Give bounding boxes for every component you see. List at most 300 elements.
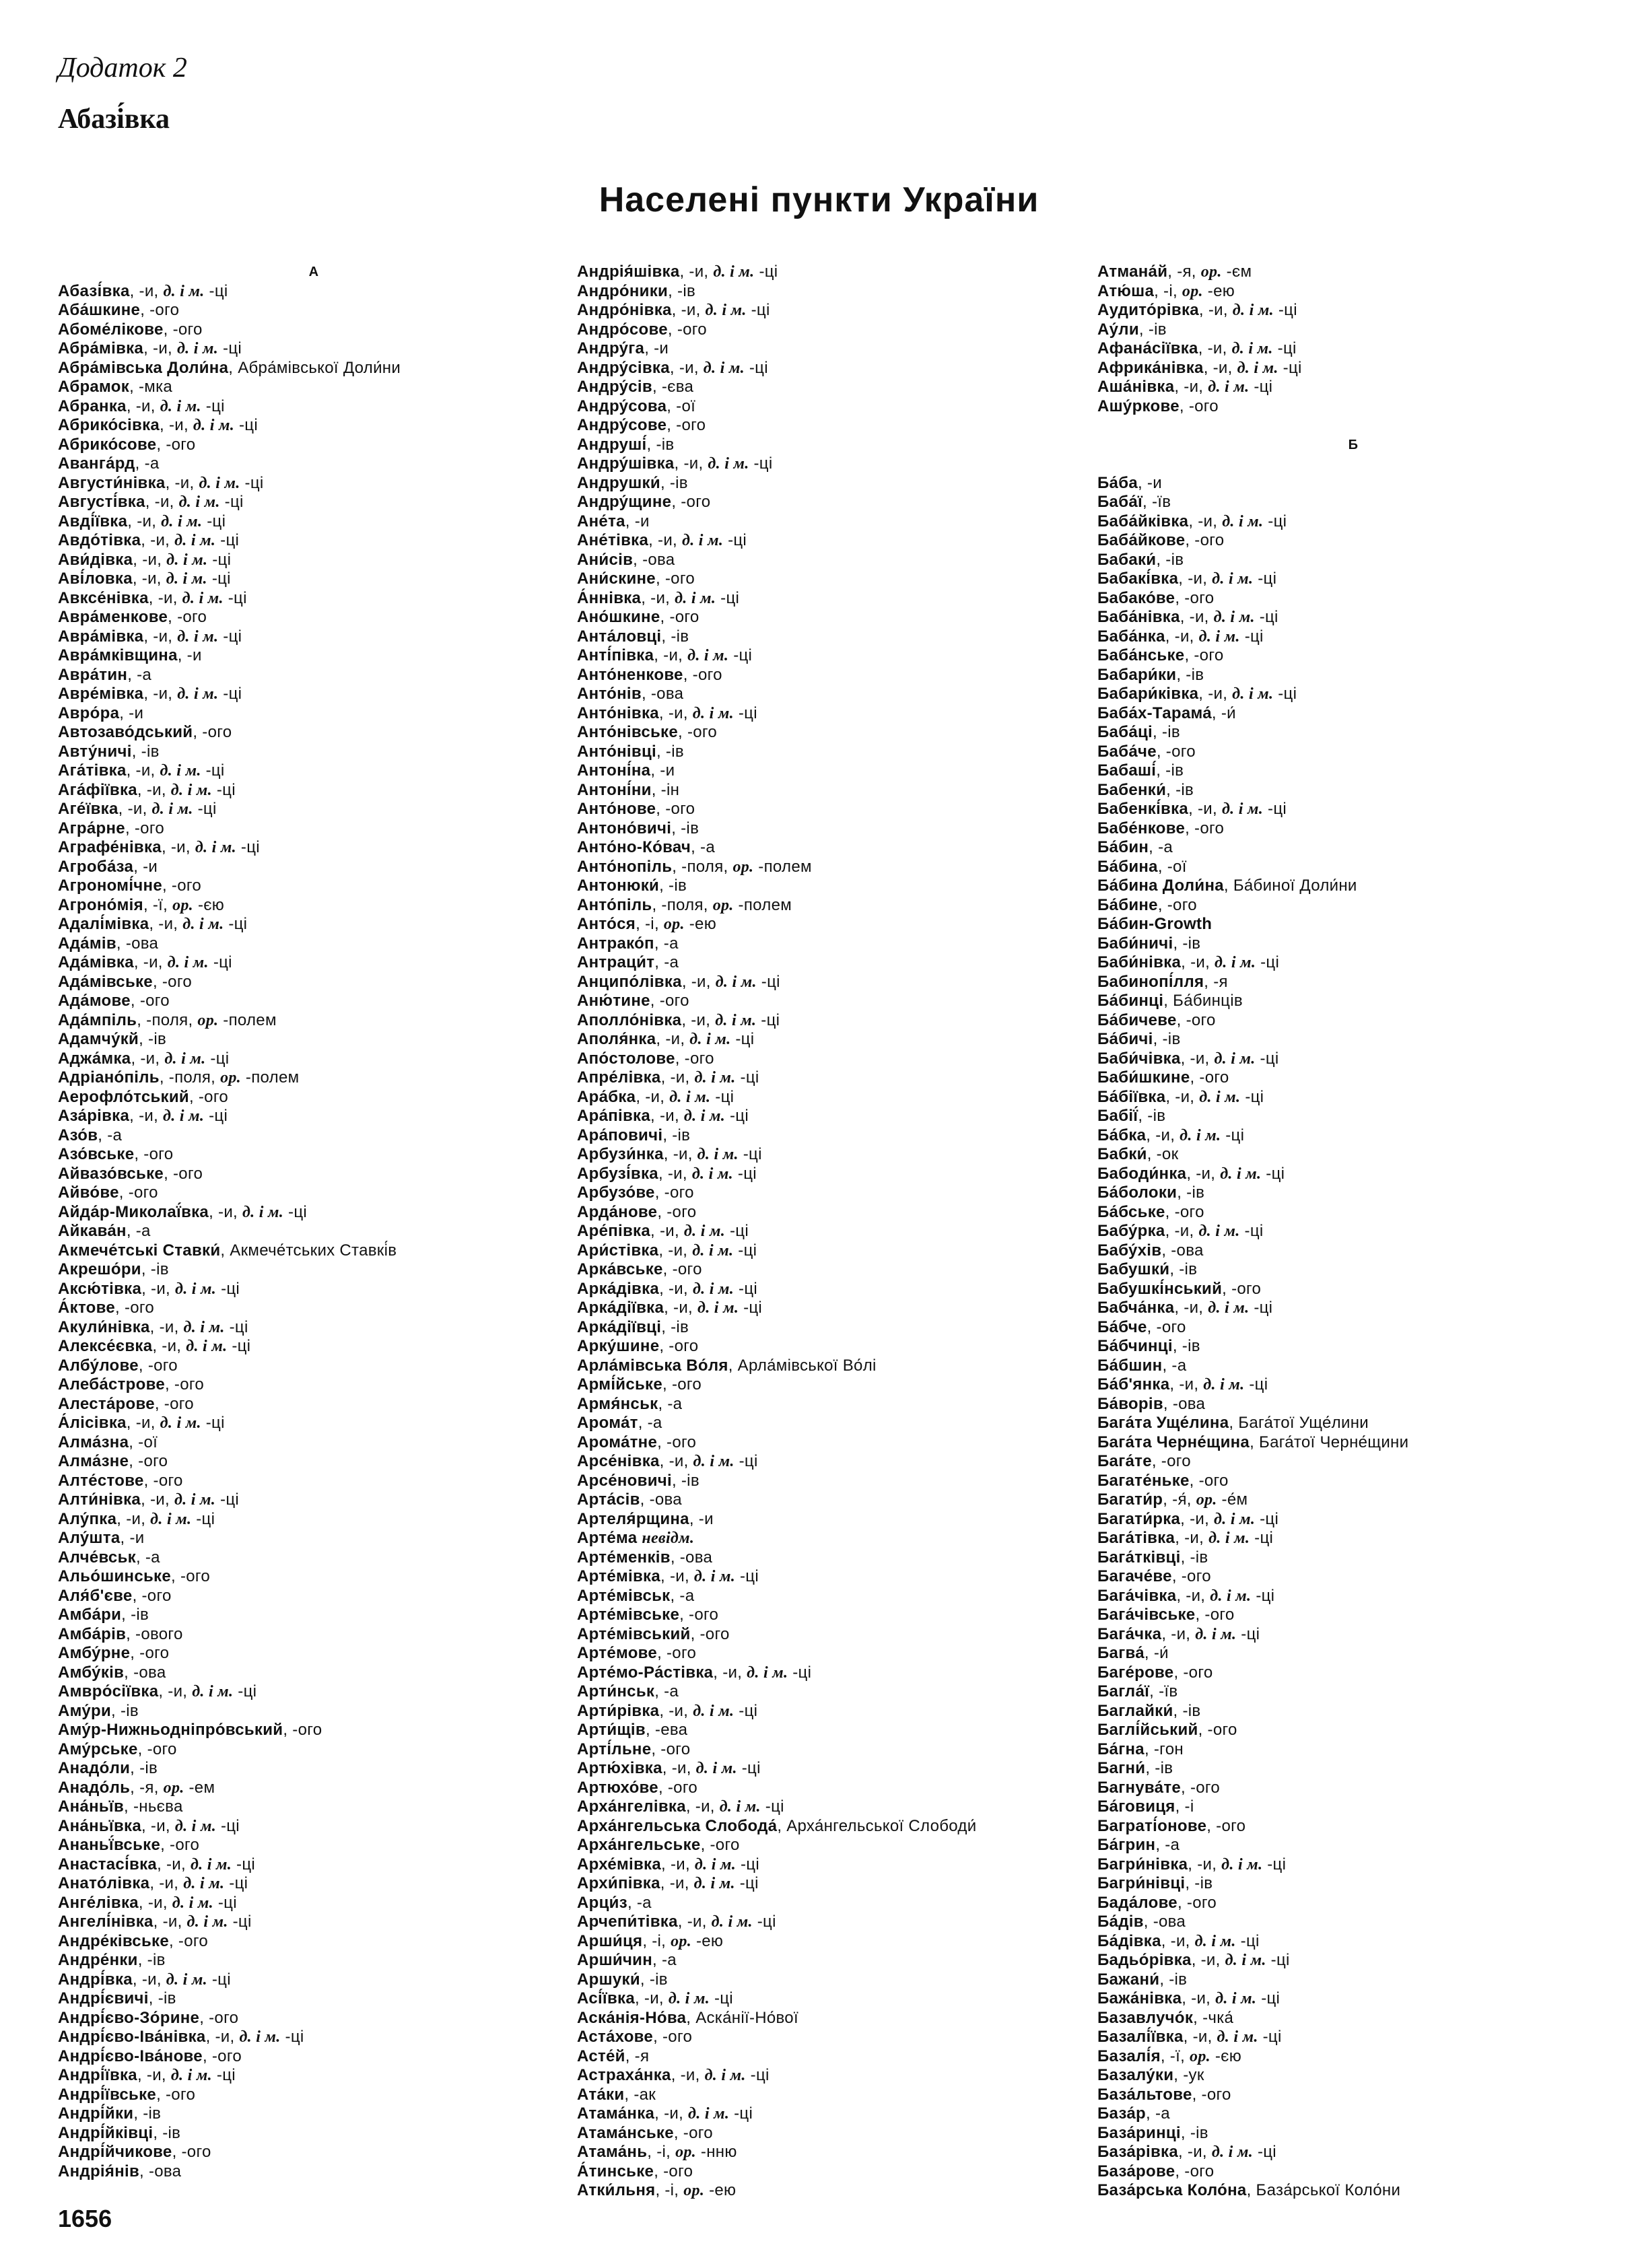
- dictionary-entry: [577, 1260, 1089, 1280]
- dictionary-entry: [1097, 1145, 1609, 1165]
- dictionary-entry: [58, 1663, 570, 1683]
- dictionary-entry: [1097, 800, 1609, 819]
- dictionary-entry: [1097, 666, 1609, 685]
- entry-headword: Азо́вське: [58, 1145, 135, 1163]
- entry-forms: , -я́, ор. -е́м: [1163, 1490, 1248, 1509]
- entry-forms: , -и, д. і м. -ці: [160, 416, 258, 434]
- grammar-label: д. і м.: [190, 1855, 232, 1874]
- entry-headword: Бага́те: [1097, 1452, 1152, 1470]
- grammar-label: д. і м.: [174, 1280, 217, 1298]
- grammar-label: ор.: [1196, 1491, 1217, 1509]
- dictionary-entry: [58, 1260, 570, 1280]
- entry-forms: , -і: [1175, 1797, 1194, 1816]
- entry-headword: Баба́ї: [1097, 493, 1143, 511]
- grammar-label: д. і м.: [170, 781, 212, 799]
- entry-headword: Багри́нівці: [1097, 1874, 1186, 1892]
- grammar-label: д. і м.: [178, 493, 220, 511]
- grammar-label: д. і м.: [1180, 1126, 1221, 1144]
- dictionary-entry: [577, 1625, 1089, 1645]
- entry-forms: , -и, д. і м. -ці: [141, 531, 240, 549]
- dictionary-entry: [58, 2047, 570, 2067]
- dictionary-entry: [58, 1433, 570, 1453]
- entry-forms: , -и: [689, 1509, 714, 1528]
- entry-forms: , -чка́: [1193, 2008, 1234, 2027]
- dictionary-entry: [577, 1567, 1089, 1587]
- entry-forms: , -и: [644, 339, 669, 357]
- dictionary-entry: [58, 1490, 570, 1510]
- entry-headword: Авдо́тівка: [58, 531, 141, 549]
- entry-forms: , -ого: [189, 1087, 229, 1106]
- entry-headword: Аба́шкине: [58, 301, 141, 319]
- entry-headword: Андрія́нів: [58, 2162, 140, 2180]
- entry-headword: Базалі́ївка: [1097, 2028, 1184, 2046]
- dictionary-entry: [1097, 781, 1609, 800]
- dictionary-entry: [58, 1548, 570, 1568]
- grammar-label: д. і м.: [164, 1050, 206, 1068]
- entry-headword: Аша́нівка: [1097, 378, 1175, 396]
- grammar-label: д. і м.: [172, 1894, 213, 1912]
- dictionary-entry: [1097, 646, 1609, 666]
- grammar-label: д. і м.: [1210, 1587, 1252, 1605]
- dictionary-entry: [577, 1318, 1089, 1338]
- dictionary-entry: [577, 282, 1089, 302]
- dictionary-entry: [1097, 819, 1609, 839]
- entry-forms: , -и, д. і м. -ці: [671, 2066, 770, 2084]
- entry-headword: Амба́рів: [58, 1624, 127, 1643]
- entry-headword: Бага́та Уще́лина: [1097, 1414, 1229, 1432]
- entry-forms: , -а: [654, 953, 679, 971]
- entry-headword: Ада́мівка: [58, 953, 134, 971]
- entry-headword: Андрія́шівка: [577, 263, 680, 281]
- dictionary-entry: [577, 1836, 1089, 1855]
- dictionary-entry: [1097, 1183, 1609, 1203]
- dictionary-entry: [1097, 1567, 1609, 1587]
- dictionary-entry: [577, 320, 1089, 340]
- entry-headword: Баге́рове: [1097, 1663, 1174, 1682]
- entry-forms: , -ого: [657, 1433, 697, 1451]
- dictionary-entry: [577, 1050, 1089, 1069]
- dictionary-entry: [1097, 1433, 1609, 1453]
- entry-forms: , -а: [691, 838, 715, 856]
- dictionary-entry: [58, 1989, 570, 2009]
- dictionary-entry: [577, 263, 1089, 282]
- entry-forms: , -ої: [129, 1433, 158, 1451]
- entry-forms: , -ак: [624, 2085, 656, 2104]
- entry-forms: , -ого: [1151, 1452, 1191, 1470]
- entry-headword: Аграфе́нівка: [58, 838, 162, 856]
- grammar-label: д. і м.: [161, 512, 203, 530]
- dictionary-entry: [1097, 1452, 1609, 1472]
- grammar-label: д. і м.: [177, 685, 219, 703]
- entry-forms: , -и, д. і м. -ці: [1175, 1529, 1274, 1547]
- entry-headword: Амба́ри: [58, 1606, 122, 1624]
- grammar-label: д. і м.: [715, 1011, 757, 1029]
- entry-forms: , -ова: [124, 1663, 166, 1682]
- entry-headword: Алма́зна: [58, 1433, 129, 1451]
- entry-forms: , -ого: [162, 877, 202, 895]
- dictionary-entry: [577, 1913, 1089, 1932]
- entry-headword: Ба́бин-Growth: [1097, 915, 1213, 933]
- entry-forms: , -ін: [651, 780, 680, 799]
- entry-forms: , -ова: [670, 1548, 713, 1567]
- entry-forms: , -и, д. і м. -ці: [659, 1279, 758, 1298]
- entry-headword: Бабе́нкове: [1097, 819, 1186, 837]
- entry-headword: Базалу́ки: [1097, 2066, 1174, 2084]
- entry-forms: , -ого: [690, 1624, 730, 1643]
- dictionary-entry: [577, 1779, 1089, 1798]
- grammar-label: д. і м.: [239, 2028, 281, 2046]
- dictionary-entry: [577, 1183, 1089, 1203]
- dictionary-entry: [58, 1759, 570, 1779]
- entry-forms: , -ого: [1181, 1778, 1221, 1797]
- entry-forms: , -ів: [131, 742, 160, 761]
- dictionary-entry: [1097, 320, 1609, 340]
- entry-headword: Баба́йківка: [1097, 512, 1189, 530]
- dictionary-entry: [577, 436, 1089, 455]
- dictionary-entry: [577, 1452, 1089, 1472]
- dictionary-entry: [577, 877, 1089, 896]
- dictionary-entry: [58, 1318, 570, 1338]
- entry-forms: , -и: [177, 646, 202, 664]
- entry-headword: Бабаші́: [1097, 761, 1157, 780]
- entry-forms: , -ого: [129, 1452, 168, 1470]
- dictionary-entry: [58, 953, 570, 973]
- dictionary-entry: [1097, 2047, 1609, 2067]
- entry-forms: , -ньєва: [124, 1797, 183, 1816]
- entry-headword: Арте́мове: [577, 1644, 658, 1662]
- entry-headword: Азо́в: [58, 1126, 98, 1144]
- entry-forms: , -и, д. і м. -ці: [141, 1816, 240, 1835]
- entry-headword: Ангелі́нівка: [58, 1913, 153, 1931]
- dictionary-entry: [1097, 263, 1609, 282]
- dictionary-entry: [1097, 1587, 1609, 1606]
- dictionary-entry: [1097, 1203, 1609, 1223]
- entry-forms: , -и, д. і м. -ці: [133, 953, 232, 971]
- grammar-label: д. і м.: [1237, 359, 1278, 377]
- entry-forms: , -ова: [640, 1490, 682, 1509]
- entry-forms: , -ок: [1147, 1145, 1179, 1163]
- dictionary-entry: [1097, 608, 1609, 627]
- entry-headword: Авро́ра: [58, 703, 120, 722]
- grammar-label: ор.: [1182, 282, 1203, 300]
- dictionary-entry: [1097, 2124, 1609, 2143]
- entry-forms: , -и, д. і м. -ці: [650, 1222, 749, 1240]
- entry-headword: Багри́нівка: [1097, 1855, 1188, 1874]
- entry-forms: , Аска́нії-Но́вої: [686, 2008, 798, 2027]
- entry-headword: Анто́нопіль: [577, 857, 673, 876]
- dictionary-entry: [1097, 743, 1609, 762]
- dictionary-entry: [577, 1068, 1089, 1088]
- entry-forms: , -ів: [1166, 780, 1194, 799]
- entry-forms: , -ого: [1189, 1471, 1229, 1490]
- entry-forms: , -ів: [1156, 761, 1184, 780]
- dictionary-entry: [577, 1855, 1089, 1875]
- entry-forms: , -ого: [118, 1183, 158, 1202]
- entry-forms: , -ого: [164, 1164, 203, 1183]
- entry-forms: , -ої: [1157, 857, 1187, 876]
- entry-headword: Ба́дівка: [1097, 1931, 1161, 1950]
- entry-forms: , -ого: [1147, 1317, 1186, 1336]
- grammar-label: д. і м.: [1232, 685, 1274, 703]
- grammar-label: д. і м.: [1212, 570, 1254, 588]
- entry-forms: , -и, д. і м. -ці: [1161, 1624, 1260, 1643]
- entry-headword: Арши́чин: [577, 1951, 653, 1969]
- dictionary-entry: [1097, 1260, 1609, 1280]
- entry-forms: , -ова: [1163, 1394, 1206, 1413]
- entry-forms: , -и, д. і м. -ці: [658, 703, 757, 722]
- entry-headword: Агроба́за: [58, 857, 134, 876]
- entry-forms: , -ого: [143, 1471, 183, 1490]
- entry-forms: , -и, д. і м. -ці: [1181, 953, 1280, 971]
- entry-headword: Алу́шта: [58, 1529, 121, 1547]
- entry-forms: , -и, д. і м. -ці: [157, 1855, 256, 1874]
- dictionary-entry: [577, 781, 1089, 800]
- dictionary-entry: [58, 1337, 570, 1356]
- dictionary-entry: [1097, 973, 1609, 992]
- entry-forms: , -и, д. і м. -ці: [658, 1164, 757, 1183]
- dictionary-entry: [58, 1452, 570, 1472]
- entry-forms: , -ів: [139, 1030, 167, 1048]
- entry-headword: Абрико́сівка: [58, 416, 160, 434]
- entry-headword: Ба́гна: [1097, 1740, 1145, 1758]
- entry-headword: Ана́ньївка: [58, 1816, 141, 1835]
- entry-forms: , -ого: [130, 1644, 170, 1662]
- entry-forms: , -и, д. і м. -ці: [132, 570, 231, 588]
- grammar-label: д. і м.: [1203, 1376, 1245, 1394]
- entry-forms: , -и: [625, 512, 650, 530]
- entry-headword: Арти́щів: [577, 1721, 646, 1739]
- entry-forms: , -ого: [659, 1337, 699, 1355]
- entry-headword: Бабенки́: [1097, 780, 1167, 799]
- entry-headword: Ба́болоки: [1097, 1183, 1178, 1202]
- entry-forms: , -и, д. і м. -ці: [1178, 2143, 1276, 2161]
- dictionary-entry: [577, 896, 1089, 916]
- dictionary-entry: [1097, 531, 1609, 551]
- entry-headword: Аге́ївка: [58, 800, 118, 818]
- grammar-label: д. і м.: [166, 570, 207, 588]
- dictionary-entry: [577, 1894, 1089, 1913]
- dictionary-entry: [577, 1472, 1089, 1491]
- entry-headword: Анто́нівці: [577, 742, 656, 761]
- entry-headword: Аксю́тівка: [58, 1279, 142, 1298]
- dictionary-entry: [577, 743, 1089, 762]
- entry-headword: Багни́: [1097, 1759, 1146, 1777]
- entry-forms: , -ів: [646, 435, 675, 454]
- entry-headword: Анта́ловці: [577, 627, 662, 646]
- dictionary-entry: [577, 1011, 1089, 1031]
- entry-forms: , -и, д. і м. -ці: [127, 512, 226, 530]
- entry-headword: Авксе́нівка: [58, 588, 149, 607]
- entry-forms: , -ого: [164, 1375, 205, 1394]
- entry-headword: Армя́нськ: [577, 1394, 658, 1413]
- entry-headword: База́рове: [1097, 2162, 1175, 2180]
- entry-forms: , -и, д. і м. -ці: [1178, 570, 1277, 588]
- grammar-label: д. і м.: [182, 916, 224, 933]
- grammar-label: д. і м.: [176, 340, 219, 357]
- dictionary-entry: [58, 1932, 570, 1952]
- dictionary-entry: [1097, 1855, 1609, 1875]
- entry-headword: Ара́бка: [577, 1087, 636, 1106]
- dictionary-entry: [1097, 301, 1609, 320]
- entry-forms: , -а: [654, 934, 679, 953]
- dictionary-entry: [58, 454, 570, 474]
- dictionary-entry: [1097, 1165, 1609, 1184]
- dictionary-entry: [577, 301, 1089, 320]
- grammar-label: ор.: [675, 2143, 696, 2161]
- entry-headword: База́р: [1097, 2104, 1147, 2123]
- dictionary-entry: [577, 1088, 1089, 1107]
- entry-forms: , -и, д. і м. -ці: [149, 915, 248, 933]
- grammar-label: д. і м.: [691, 1165, 733, 1183]
- entry-headword: Ба́бче: [1097, 1317, 1147, 1336]
- grammar-label: д. і м.: [715, 973, 757, 991]
- entry-headword: Андрі́єво-Іва́нівка: [58, 2028, 206, 2046]
- dictionary-entry: [58, 1203, 570, 1223]
- entry-headword: Багати́р: [1097, 1490, 1163, 1509]
- entry-forms: , -и, д. і м. -ці: [1188, 512, 1287, 530]
- dictionary-entry: [1097, 858, 1609, 877]
- entry-forms: , -ук: [1173, 2066, 1204, 2084]
- entry-forms: , -ів: [133, 2104, 162, 2123]
- entry-forms: , -и́: [1144, 1644, 1169, 1662]
- dictionary-entry: [577, 1241, 1089, 1261]
- dictionary-entry: [577, 493, 1089, 512]
- dictionary-entry: [58, 685, 570, 704]
- dictionary-entry: [577, 1951, 1089, 1970]
- entry-headword: Бабії́: [1097, 1107, 1138, 1125]
- entry-forms: , -ів: [668, 281, 696, 300]
- entry-forms: , -ого: [651, 1740, 691, 1758]
- dictionary-entry: [58, 551, 570, 570]
- entry-headword: Бабакі́вка: [1097, 570, 1179, 588]
- dictionary-entry: [577, 992, 1089, 1011]
- entry-forms: , -и: [120, 1529, 145, 1547]
- grammar-label: д. і м.: [1217, 2028, 1258, 2046]
- dictionary-entry: [577, 359, 1089, 378]
- dictionary-entry: [1097, 1299, 1609, 1318]
- entry-headword: Анто́нів: [577, 685, 642, 703]
- entry-headword: Алеста́рове: [58, 1394, 155, 1413]
- entry-forms: , -и, д. і м. -ці: [118, 800, 217, 818]
- entry-headword: Баби́чівка: [1097, 1049, 1181, 1068]
- dictionary-entry: [58, 301, 570, 320]
- entry-forms: , -ів: [1173, 1701, 1201, 1720]
- entry-headword: Ау́ли: [1097, 320, 1139, 339]
- entry-forms: , -а: [127, 665, 152, 684]
- entry-headword: Авту́ничі: [58, 742, 132, 761]
- entry-headword: Арте́мо-Ра́стівка: [577, 1663, 714, 1682]
- dictionary-entry: [58, 1356, 570, 1376]
- entry-headword: Ари́стівка: [577, 1241, 659, 1260]
- entry-headword: Арка́дівка: [577, 1279, 660, 1298]
- dictionary-entry: [577, 2104, 1089, 2124]
- entry-forms: , -ів: [1180, 1548, 1208, 1567]
- entry-forms: , -ого: [658, 1778, 697, 1797]
- entry-forms: , -и, д. і м. -ці: [137, 780, 236, 799]
- entry-headword: База́ринці: [1097, 2123, 1181, 2142]
- entry-headword: Баба́нівка: [1097, 608, 1180, 626]
- dictionary-entry: [577, 1030, 1089, 1050]
- grammar-label: д. і м.: [193, 417, 235, 434]
- entry-headword: Абра́мівка: [58, 339, 144, 357]
- dictionary-entry: [58, 1779, 570, 1798]
- entry-headword: Арте́менків: [577, 1548, 671, 1567]
- entry-headword: Асте́й: [577, 2047, 625, 2065]
- entry-headword: Ада́мівське: [58, 972, 153, 991]
- entry-forms: , -ів: [656, 742, 684, 761]
- dictionary-entry: [577, 1356, 1089, 1376]
- entry-forms: , -и, д. і м. -ці: [143, 685, 242, 703]
- column-1: [58, 263, 570, 2181]
- entry-forms: , -ів: [148, 1989, 176, 2007]
- entry-headword: Бага́тківці: [1097, 1548, 1181, 1567]
- entry-headword: Арбузо́ве: [577, 1183, 655, 1202]
- dictionary-entry: [1097, 1241, 1609, 1261]
- entry-headword: Арте́мівськ: [577, 1586, 671, 1605]
- entry-forms: , -и, д. і м. -ці: [132, 1970, 231, 1989]
- dictionary-entry: [58, 1510, 570, 1530]
- entry-headword: Бабоди́нка: [1097, 1164, 1187, 1183]
- entry-headword: Ани́сів: [577, 550, 634, 569]
- dictionary-entry: [58, 1529, 570, 1548]
- entry-forms: , -ів: [661, 1317, 689, 1336]
- entry-forms: , -ів: [671, 819, 699, 837]
- entry-headword: Анге́лівка: [58, 1893, 139, 1912]
- entry-headword: Асі́ївка: [577, 1989, 635, 2007]
- dictionary-entry: [1097, 1318, 1609, 1338]
- entry-forms: , -и, д. і м. -ці: [1198, 301, 1297, 319]
- grammar-label: д. і м.: [160, 762, 201, 780]
- entry-forms: , -ого: [171, 1567, 211, 1585]
- entry-headword: Албу́лове: [58, 1356, 139, 1375]
- entry-headword: Апре́лівка: [577, 1068, 661, 1087]
- entry-headword: Андрушки́: [577, 473, 660, 492]
- entry-headword: Апо́столове: [577, 1049, 675, 1068]
- entry-headword: Анто́піль: [577, 895, 652, 914]
- entry-forms: , -и, д. і м. -ці: [677, 1913, 776, 1931]
- entry-headword: Бабки́: [1097, 1145, 1147, 1163]
- dictionary-entry: [577, 646, 1089, 666]
- entry-headword: Ба́говиця: [1097, 1797, 1175, 1816]
- entry-headword: Баби́нівка: [1097, 953, 1182, 971]
- dictionary-entry: [1097, 1356, 1609, 1376]
- entry-headword: Ба́бське: [1097, 1202, 1165, 1221]
- entry-headword: Антонюки́: [577, 877, 660, 895]
- entry-forms: , -и, д. і м. -ці: [126, 397, 225, 415]
- grammar-label: д. і м.: [1215, 954, 1256, 971]
- entry-forms: , -и, д. і м. -ці: [141, 1490, 240, 1509]
- entry-headword: Арда́нове: [577, 1202, 658, 1221]
- entry-forms: , -ева: [645, 1721, 688, 1739]
- dictionary-entry: [577, 474, 1089, 493]
- page-number: 1656: [58, 2205, 112, 2232]
- grammar-label: ор.: [1200, 263, 1222, 281]
- entry-forms: , -а: [652, 1951, 677, 1969]
- entry-forms: , -я: [1204, 972, 1228, 991]
- dictionary-entry: [1097, 1932, 1609, 1952]
- dictionary-entry: [1097, 953, 1609, 973]
- entry-headword: Андру́сів: [577, 378, 652, 396]
- dictionary-entry: [58, 761, 570, 781]
- dictionary-entry: [577, 858, 1089, 877]
- dictionary-entry: [1097, 1280, 1609, 1299]
- entry-headword: Авра́мівка: [58, 627, 144, 646]
- entry-forms: , -ів: [659, 877, 687, 895]
- grammar-label: д. і м.: [242, 1203, 284, 1221]
- dictionary-entry: [1097, 551, 1609, 570]
- entry-forms: , -ого: [667, 320, 707, 339]
- dictionary-entry: [1097, 2143, 1609, 2162]
